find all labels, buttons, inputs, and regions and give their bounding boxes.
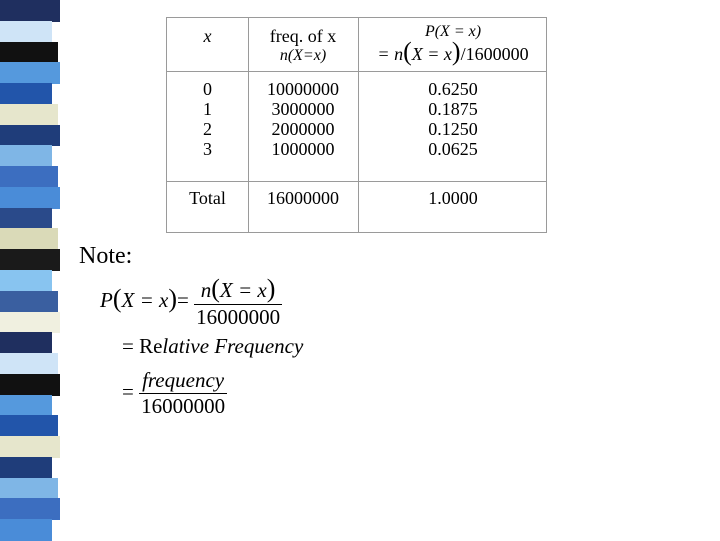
stripe-block [0,228,58,250]
x-value: 2 [203,119,212,139]
header-probability-label: P(X = x) [424,23,482,40]
eq-equals: = [177,287,189,312]
equation-probability: P(X = x)= $\frac{n(X = x)}{16000000}$ [100,274,281,329]
header-probability-formula: = n(X = x)/1600000 [377,37,529,66]
eq-fraction [194,274,282,330]
x-value: 3 [203,139,212,159]
frequency-value: 3000000 [271,99,335,119]
stripe-block [0,415,58,437]
stripe-block [0,187,60,209]
stripe-block [0,249,60,271]
x-value: 1 [203,99,212,119]
equation-frequency-ratio [122,368,227,419]
stripe-block [0,208,52,230]
stripe-block [0,498,60,520]
stripe-block [0,0,60,22]
eq-relative-frequency-text: lative Frequency [162,334,304,358]
total-label: Total [189,188,226,208]
equation-relative-frequency [122,334,303,359]
table-divider [167,71,546,72]
eq-numerator: n(X = x) [194,274,282,305]
eq-equals: = [122,379,134,404]
header-x: x [203,26,212,46]
probability-value: 0.1250 [428,119,478,139]
eq-n: n [200,278,212,302]
formula-n: = n [377,44,404,64]
eq-equals: = [122,334,134,358]
stripe-block [0,374,60,396]
eq-denominator: 16000000 [141,394,226,418]
stripe-block [0,21,52,43]
decorative-stripe [0,0,68,540]
probability-value: 0.1875 [428,99,478,119]
frequency-value: 10000000 [267,79,339,99]
eq-lhs-inner: X = x [121,287,169,312]
stripe-block [0,395,52,417]
stripe-block [0,478,58,500]
probability-column [358,79,548,159]
stripe-block [0,42,58,64]
frequency-column [248,79,358,159]
table-divider [167,181,546,182]
header-probability [358,22,548,64]
eq-numerator: frequency [139,368,227,394]
stripe-block [0,457,52,479]
header-frequency-notation: n(X=x) [279,47,327,64]
eq-fraction [139,368,227,419]
stripe-block [0,270,52,292]
x-value: 0 [203,79,212,99]
total-frequency: 16000000 [267,188,339,208]
header-frequency [248,26,358,66]
probability-distribution-table [166,17,547,233]
frequency-value: 1000000 [271,139,335,159]
total-probability: 1.0000 [428,188,478,208]
eq-num-inner: X = x [219,278,267,302]
stripe-block [0,104,58,126]
eq-denominator: 16000000 [196,305,281,329]
stripe-block [0,353,58,375]
stripe-block [0,291,58,313]
eq-re: Re [139,334,163,358]
stripe-block [0,166,58,188]
frequency-value: 2000000 [271,119,335,139]
formula-denominator: /1600000 [460,44,529,64]
eq-p: P [100,287,113,312]
stripe-block [0,145,52,167]
stripe-block [0,83,52,105]
note-label: Note: [79,243,133,269]
x-values-column [167,79,248,159]
stripe-block [0,62,60,84]
formula-inner: X = x [411,44,452,64]
stripe-block [0,436,60,458]
stripe-block [0,312,60,334]
stripe-block [0,519,52,541]
stripe-block [0,125,60,147]
probability-value: 0.6250 [428,79,478,99]
header-frequency-label: freq. of x [269,26,337,46]
probability-value: 0.0625 [428,139,478,159]
stripe-block [0,332,52,354]
